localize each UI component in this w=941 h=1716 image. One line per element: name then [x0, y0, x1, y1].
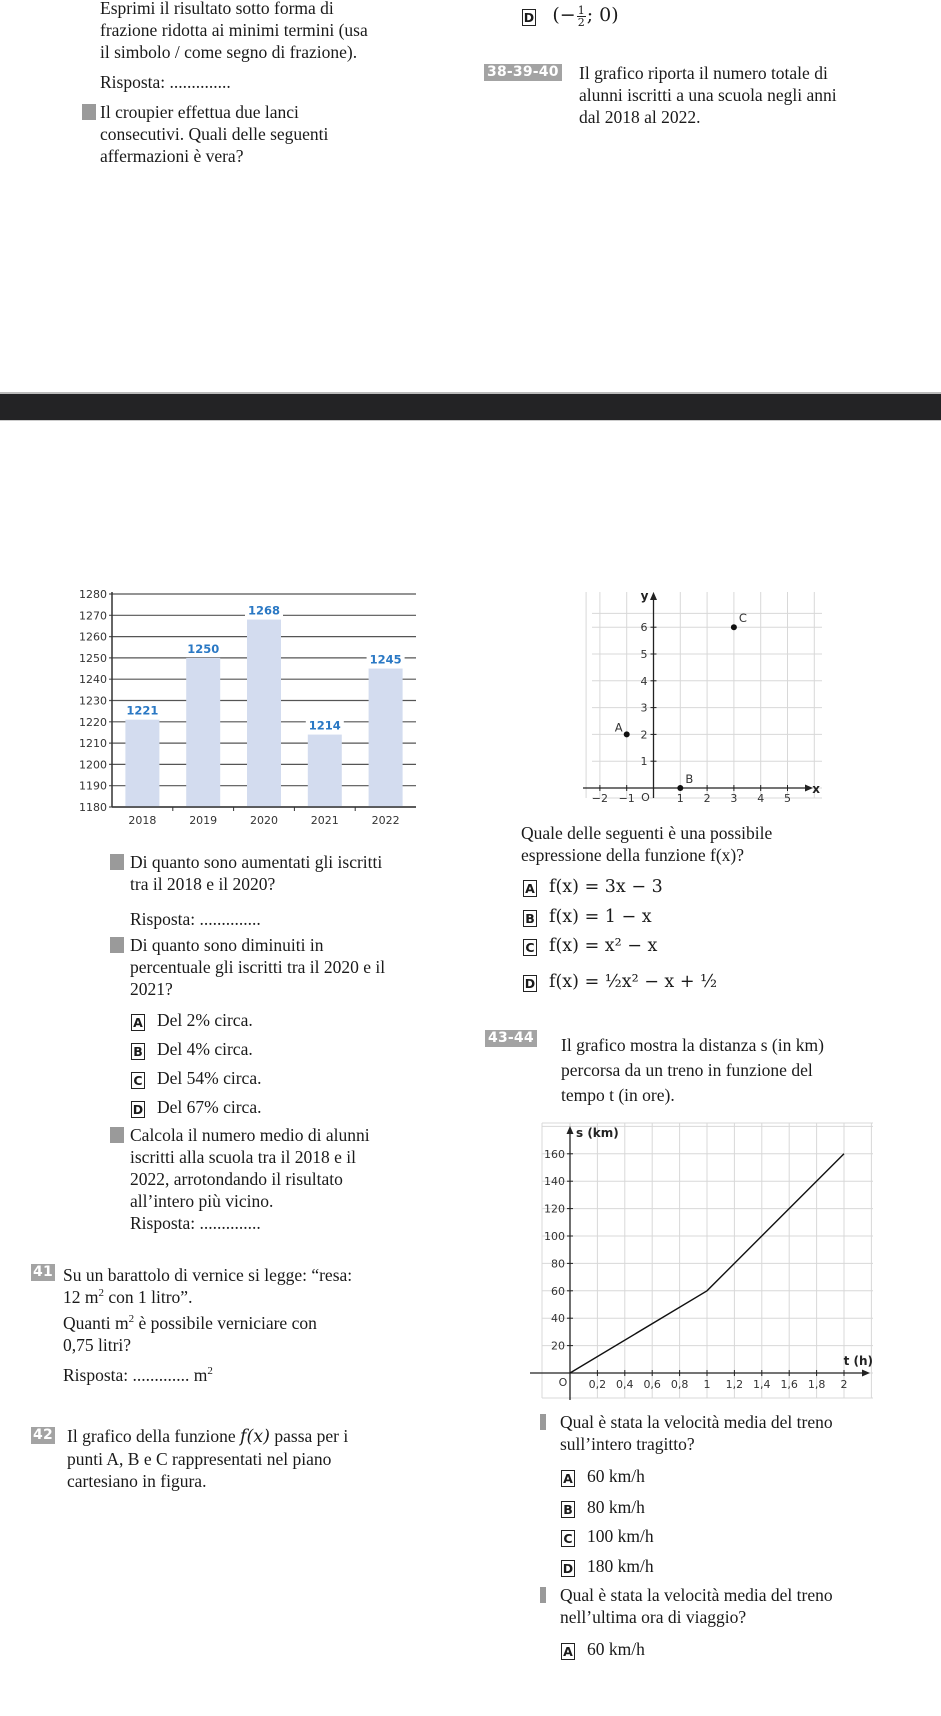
svg-text:2: 2 [703, 792, 711, 805]
option-b[interactable] [131, 1038, 253, 1060]
option-text: 60 km/h [587, 1639, 645, 1659]
svg-text:A: A [614, 720, 623, 735]
option-letter-box: A [561, 1643, 575, 1660]
option-letter-box: D [523, 10, 535, 25]
option-letter-box: D [132, 1102, 144, 1117]
question-marker-icon [540, 1414, 546, 1430]
svg-text:0,4: 0,4 [616, 1378, 634, 1391]
svg-text:1245: 1245 [369, 652, 402, 667]
option-letter-box: D [524, 976, 536, 991]
svg-text:140: 140 [544, 1175, 565, 1189]
svg-text:1280: 1280 [79, 588, 107, 601]
option-letter-box: B [131, 1043, 145, 1060]
svg-text:1190: 1190 [79, 779, 107, 793]
svg-text:100: 100 [544, 1230, 565, 1243]
svg-text:1: 1 [640, 755, 648, 769]
svg-text:1268: 1268 [247, 603, 281, 618]
option-c[interactable] [561, 1525, 654, 1547]
svg-text:1240: 1240 [79, 673, 107, 687]
svg-text:1,4: 1,4 [753, 1378, 771, 1391]
svg-text:1270: 1270 [79, 609, 107, 623]
cartesian-grid [586, 592, 822, 798]
option-letter-box: A [523, 880, 537, 897]
svg-text:3: 3 [640, 701, 648, 715]
svg-text:1260: 1260 [79, 630, 107, 644]
svg-text:2018: 2018 [128, 814, 157, 827]
svg-text:1220: 1220 [79, 715, 107, 729]
option-d-coordinate[interactable] [522, 4, 619, 28]
option-c[interactable] [523, 935, 657, 957]
instruction-line: il simbolo / come segno di frazione). [100, 42, 358, 62]
option-text: Del 54% circa. [157, 1068, 262, 1088]
option-letter-box: B [523, 910, 537, 927]
svg-text:60: 60 [551, 1284, 565, 1298]
question-marker-icon [540, 1587, 546, 1603]
question-42: Il grafico della funzione f(x) passa per i punti A, B e C rappresentati nel piano cartesiano in figura. [67, 1426, 349, 1491]
answer-41: Risposta: ............. $m^2$ [63, 1365, 213, 1385]
option-letter-box: C [131, 1072, 145, 1089]
svg-text:1,6: 1,6 [780, 1378, 798, 1391]
svg-text:1250: 1250 [79, 651, 107, 665]
question-43: Qual è stata la velocità media del treno sull’intero tragitto? [540, 1411, 833, 1455]
svg-text:5: 5 [784, 792, 791, 805]
option-text: Del 4% circa. [157, 1039, 253, 1059]
svg-text:0,6: 0,6 [643, 1378, 661, 1391]
svg-text:2021: 2021 [310, 814, 339, 827]
svg-text:4: 4 [757, 792, 765, 805]
question-44: Qual è stata la velocità media del treno nell’ultima ora di viaggio? [540, 1584, 833, 1628]
option-b[interactable] [561, 1496, 645, 1518]
svg-text:O: O [641, 791, 650, 804]
svg-text:C: C [738, 611, 747, 626]
cartesian-plane [575, 588, 822, 805]
instruction-text [100, 0, 368, 63]
svg-text:20: 20 [551, 1339, 565, 1353]
option-letter-box: A [131, 1014, 145, 1031]
svg-text:40: 40 [551, 1312, 565, 1326]
instruction-line: frazione ridotta ai minimi termini (usa [100, 20, 368, 40]
svg-text:1221: 1221 [126, 703, 159, 718]
option-d[interactable] [561, 1555, 654, 1577]
svg-text:5: 5 [640, 648, 648, 661]
option-text: Del 2% circa. [157, 1010, 253, 1030]
intro-43-44: Il grafico mostra la distanza s (in km) percorsa da un treno in funzione del tempo t (in ore). [561, 1035, 824, 1105]
question-marker-icon [110, 854, 124, 870]
answer-40: Risposta: .............. [130, 1213, 261, 1233]
question-41: Su un barattolo di vernice si legge: “resa: 12 $m^2$ con 1 litro”. Quanti $m^2$ è possibile verniciare con 0,75 litri? Risposta: ............. $m^2$ [63, 1265, 353, 1385]
svg-text:−2: −2 [591, 792, 609, 805]
instruction-line: Esprimi il risultato sotto forma di [100, 0, 334, 18]
coordinate-value: (− $\frac{1}{2}$ ; 0) [552, 3, 619, 29]
option-letter-box: B [561, 1501, 575, 1518]
svg-text:1: 1 [703, 1378, 711, 1391]
option-c[interactable] [131, 1067, 261, 1089]
option-text: f(x) = 3x − 3 [549, 877, 663, 897]
question-badge-42: 42 [33, 1427, 53, 1443]
option-d[interactable] [523, 971, 717, 993]
answer-38: Risposta: .............. [130, 909, 261, 929]
svg-text:1,8: 1,8 [807, 1378, 826, 1391]
q42-question: Quale delle seguenti è una possibile espressione della funzione f(x)? [521, 823, 773, 865]
option-a[interactable] [561, 1638, 645, 1660]
svg-text:1210: 1210 [79, 737, 107, 751]
option-letter-box: D [562, 1561, 574, 1576]
question-40: Calcola il numero medio di alunni iscritti alla scuola tra il 2018 e il 2022, arrotondando il risultato all’intero più vicino. Risposta: .............. [110, 1124, 370, 1234]
svg-text:1200: 1200 [79, 758, 107, 772]
svg-text:2022: 2022 [371, 814, 400, 827]
option-a[interactable] [561, 1465, 645, 1487]
svg-text:80: 80 [551, 1257, 565, 1271]
page-divider-band [0, 392, 941, 421]
question-39: Di quanto sono diminuiti in percentuale gli iscritti tra il 2020 e il 2021? [110, 934, 385, 1000]
svg-text:160: 160 [544, 1147, 565, 1161]
svg-text:3: 3 [730, 792, 738, 805]
train-distance-chart [540, 1120, 875, 1400]
svg-text:x: x [812, 782, 820, 796]
option-text: 100 km/h [587, 1526, 654, 1546]
option-text: f(x) = 1 − x [549, 907, 652, 927]
question-badge-38-40: 38-39-40 [484, 64, 562, 81]
option-letter-box: A [561, 1470, 575, 1487]
answer-line: Risposta: .............. [100, 72, 231, 92]
train-grid [542, 1123, 873, 1398]
option-letter-box: C [561, 1530, 575, 1547]
svg-text:0,2: 0,2 [588, 1378, 607, 1391]
option-d[interactable] [131, 1096, 261, 1118]
svg-text:1214: 1214 [308, 718, 341, 733]
svg-text:1: 1 [676, 792, 684, 805]
svg-text:2: 2 [640, 728, 648, 742]
svg-text:y: y [640, 589, 649, 603]
option-text: f(x) = ½x² − x + ½ [549, 972, 718, 992]
svg-text:s (km): s (km) [576, 1126, 619, 1140]
svg-text:0,8: 0,8 [670, 1378, 689, 1391]
option-text: 80 km/h [587, 1497, 645, 1517]
svg-text:1180: 1180 [79, 801, 107, 814]
svg-text:B: B [685, 772, 694, 786]
svg-text:4: 4 [640, 674, 648, 688]
svg-text:2020: 2020 [250, 814, 278, 827]
svg-text:6: 6 [640, 621, 648, 635]
cartesian-axes [583, 589, 820, 805]
enrollment-bar-chart [60, 580, 430, 830]
bars [123, 604, 404, 807]
svg-text:−1: −1 [618, 792, 635, 805]
svg-text:1250: 1250 [187, 641, 220, 656]
option-text: 60 km/h [587, 1466, 645, 1486]
option-text: f(x) = x² − x [549, 936, 658, 956]
cartesian-points [615, 611, 747, 791]
question-marker-icon [82, 104, 96, 120]
svg-text:120: 120 [544, 1202, 565, 1216]
option-text: Del 67% circa. [157, 1097, 262, 1117]
svg-text:2019: 2019 [189, 814, 218, 827]
option-text: 180 km/h [587, 1556, 654, 1576]
question-badge-43-44: 43-44 [485, 1030, 537, 1047]
question-38: Di quanto sono aumentati gli iscritti tra il 2018 e il 2020? [110, 851, 382, 895]
question-marker-icon [110, 937, 124, 953]
svg-text:2: 2 [840, 1378, 848, 1391]
question-marker-icon [110, 1127, 124, 1143]
svg-text:1,2: 1,2 [725, 1378, 744, 1391]
question-croupier: Il croupier effettua due lanci consecutivi. Quali delle seguenti affermazioni è vera? [82, 101, 328, 167]
svg-text:1230: 1230 [79, 694, 107, 708]
option-a[interactable] [131, 1009, 253, 1031]
option-letter-box: C [523, 939, 537, 956]
svg-text:O: O [558, 1376, 568, 1389]
intro-38-40: Il grafico riporta il numero totale di alunni iscritti a una scuola negli anni dal 2018 al 2022. [579, 63, 837, 127]
question-badge-41: 41 [33, 1264, 53, 1280]
option-b[interactable] [523, 906, 652, 928]
svg-text:t (h): t (h) [843, 1354, 873, 1368]
option-a[interactable] [523, 876, 663, 898]
